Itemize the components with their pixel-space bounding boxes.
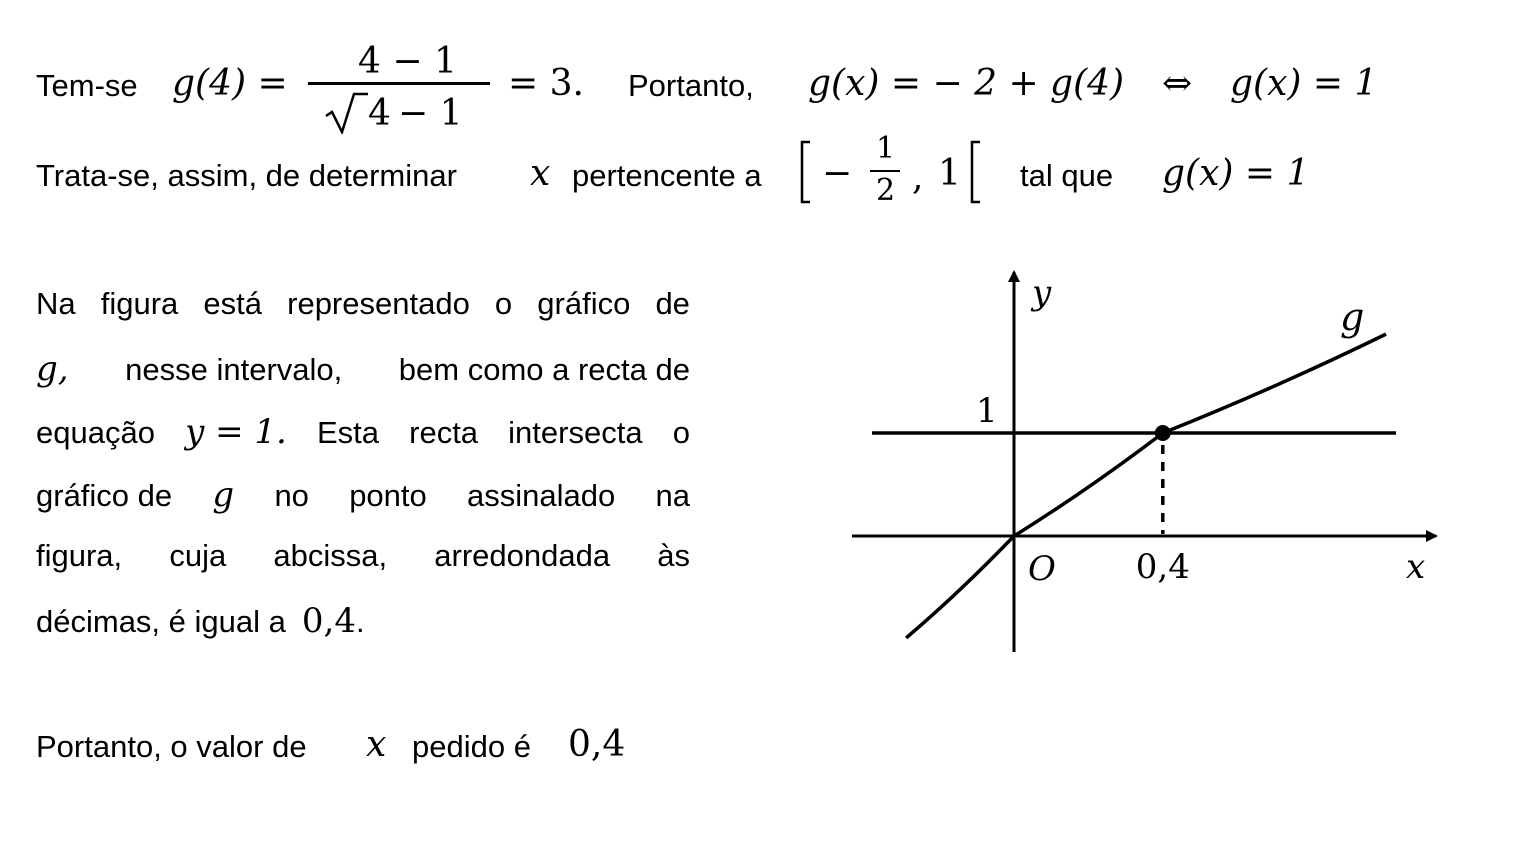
interval-upper: 1 xyxy=(938,153,961,194)
condition-equation: g(x) = 1 xyxy=(1162,153,1310,194)
line2-suffix: tal que xyxy=(1020,158,1114,193)
word: décimas, é igual a xyxy=(36,604,286,639)
value: 0,4 xyxy=(301,601,356,641)
conclusion-text-2: pedido é xyxy=(412,729,531,764)
word: gráfico de xyxy=(36,478,173,513)
sqrt-symbol xyxy=(324,92,368,134)
paragraph-line-3 xyxy=(36,412,690,452)
curve-g xyxy=(906,334,1386,638)
x-tick-label: 0,4 xyxy=(1135,547,1190,587)
word: na xyxy=(655,478,690,513)
word: nesse intervalo, xyxy=(125,352,343,387)
paragraph-line-4 xyxy=(36,475,690,515)
word: o xyxy=(672,415,690,450)
word: abcissa, xyxy=(273,538,388,573)
interval-separator: , xyxy=(912,157,924,198)
variable-x: x xyxy=(530,153,551,194)
intro-text: Tem-se xyxy=(36,68,138,103)
word: arredondada xyxy=(434,538,611,573)
denominator-rest: − 1 xyxy=(398,93,463,134)
word: figura xyxy=(100,286,179,321)
fraction-numerator: 4 − 1 xyxy=(358,41,457,82)
fraction-result: = 3. xyxy=(508,63,584,104)
interval-minus: − xyxy=(822,153,853,194)
word: no xyxy=(274,478,309,513)
paragraph-line-6 xyxy=(36,601,690,641)
period: . xyxy=(355,604,365,639)
equivalence-right: g(x) = 1 xyxy=(1230,63,1378,104)
function-graph xyxy=(840,260,1460,660)
fraction-bar xyxy=(308,82,490,85)
word: equação xyxy=(36,415,155,450)
formula-line-2 xyxy=(36,130,1416,220)
word: recta xyxy=(409,415,479,450)
portanto-text: Portanto, xyxy=(628,68,754,103)
conclusion-text: Portanto, o valor de xyxy=(36,729,307,764)
conclusion-value: 0,4 xyxy=(568,724,626,765)
word: às xyxy=(657,538,690,573)
variable-g: g, xyxy=(36,349,69,389)
word: Na xyxy=(36,286,76,321)
word: figura, xyxy=(36,538,123,573)
half-bar xyxy=(870,170,900,172)
curve-label: g xyxy=(1340,295,1365,339)
paragraph-line-1 xyxy=(36,286,690,326)
right-bracket-open xyxy=(968,140,984,204)
x-axis-label: x xyxy=(1406,547,1426,587)
iff-symbol: ⇔ xyxy=(1162,63,1193,104)
line2-prefix: Trata-se, assim, de determinar xyxy=(36,158,457,193)
y-axis-label: y xyxy=(1032,273,1052,313)
line-equation: y = 1. xyxy=(185,412,287,452)
intersection-point xyxy=(1155,425,1171,441)
word: o xyxy=(494,286,513,321)
variable-g: g xyxy=(212,475,235,515)
word: assinalado xyxy=(467,478,616,513)
y-tick-label: 1 xyxy=(976,391,998,431)
half-numerator: 1 xyxy=(876,131,896,166)
equivalence-left: g(x) = − 2 + g(4) xyxy=(808,63,1125,104)
word: bem como a recta de xyxy=(398,352,690,387)
word: representado xyxy=(287,286,470,321)
word: de xyxy=(655,286,690,321)
word: Esta xyxy=(316,415,379,450)
word: gráfico xyxy=(537,286,631,321)
word: está xyxy=(203,286,263,321)
lhs-expression: g(4) = xyxy=(172,63,288,104)
word: cuja xyxy=(169,538,227,573)
conclusion-line xyxy=(36,725,736,775)
formula-line-1 xyxy=(36,40,1416,140)
origin-label: O xyxy=(1028,549,1056,589)
paragraph-line-5 xyxy=(36,538,690,578)
word: ponto xyxy=(349,478,427,513)
word: intersecta xyxy=(508,415,643,450)
left-bracket xyxy=(798,140,814,204)
line2-middle: pertencente a xyxy=(572,158,762,193)
paragraph-line-2 xyxy=(36,349,690,389)
variable-x: x xyxy=(366,724,387,765)
half-denominator: 2 xyxy=(876,173,896,208)
radicand: 4 xyxy=(368,93,391,134)
